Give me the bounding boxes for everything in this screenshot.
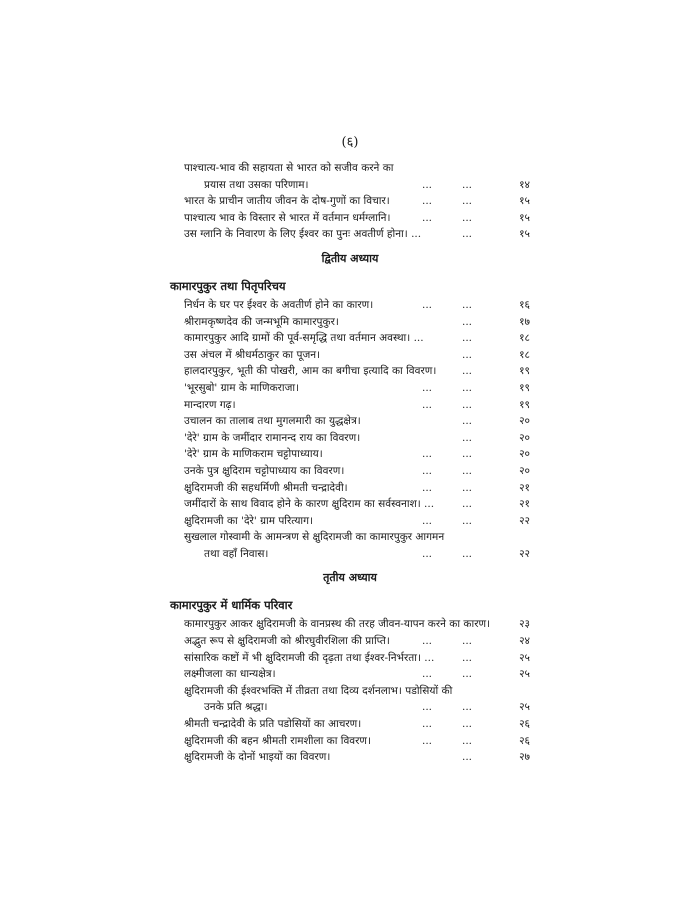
toc-entry: [170, 397, 530, 414]
leader-dots: ...: [462, 398, 473, 411]
entry-text: सांसारिक कष्टों में भी क्षुदिरामजी की दृढ़ता तथा ईश्वर-निर्भरता। ...: [184, 651, 435, 664]
page-ref: २६: [519, 734, 530, 747]
toc-entry: [170, 633, 530, 650]
toc-entry: [170, 463, 530, 480]
leader-dots: ...: [422, 718, 433, 731]
leader-dots: ...: [422, 298, 433, 311]
leader-dots: ...: [422, 481, 433, 494]
entry-text: क्षुदिरामजी की ईश्वरभक्ति में तीव्रता तथा दिव्य दर्शनलाभ। पडोसियों की: [184, 684, 453, 697]
page-ref: १६: [519, 298, 530, 311]
leader-dots: ...: [462, 348, 473, 361]
page-ref: १८: [519, 332, 530, 345]
toc-entry: [170, 699, 530, 716]
toc-entry: [170, 347, 530, 364]
page-ref: १८: [519, 348, 530, 361]
toc-entry: [170, 513, 530, 530]
entry-text: 'भूरसुबो' ग्राम के माणिकराजा।: [184, 381, 300, 394]
page-ref: २५: [519, 651, 530, 664]
leader-dots: ...: [462, 547, 473, 560]
page-ref: २२: [519, 514, 530, 527]
leader-dots: ...: [462, 635, 473, 648]
leader-dots: ...: [462, 651, 473, 664]
entry-text: क्षुदिरामजी के दोनों भाइयों का विवरण।: [184, 751, 331, 764]
leader-dots: ...: [462, 365, 473, 378]
page-ref: २०: [519, 464, 530, 477]
entry-text: पाश्चात्य भाव के विस्तार से भारत में वर्तमान धर्मग्लानि।: [184, 211, 391, 224]
entry-text: क्षुदिरामजी की बहन श्रीमती रामशीला का विवरण।: [184, 734, 372, 747]
entry-text: कामारपुकुर आकर क्षुदिरामजी के वानप्रस्थ की तरह जीवन-यापन करने का कारण।: [184, 618, 491, 631]
entry-text: तथा वहाँ निवास।: [204, 547, 269, 560]
leader-dots: ...: [462, 178, 473, 191]
leader-dots: ...: [462, 298, 473, 311]
page-number: (६): [341, 135, 359, 150]
toc-entry: [170, 297, 530, 314]
toc-entry: [170, 616, 530, 633]
leader-dots: ...: [462, 718, 473, 731]
toc-block-intro: [170, 160, 530, 243]
leader-dots: ...: [422, 381, 433, 394]
toc-entry: [170, 683, 530, 700]
page-ref: १९: [519, 381, 530, 394]
toc-entry: [170, 749, 530, 766]
toc-entry: [170, 430, 530, 447]
section-heading-3: कामारपुकुर में धार्मिक परिवार: [170, 598, 293, 613]
toc-block-chapter-2: [170, 297, 530, 563]
page-ref: २२: [519, 547, 530, 560]
toc-entry: [170, 314, 530, 331]
leader-dots: ...: [462, 498, 473, 511]
leader-dots: ...: [422, 464, 433, 477]
entry-text: प्रयास तथा उसका परिणाम।: [204, 178, 309, 191]
leader-dots: ...: [462, 431, 473, 444]
page-ref: २४: [519, 635, 530, 648]
toc-entry: [170, 193, 530, 210]
leader-dots: ...: [462, 668, 473, 681]
toc-entry: [170, 363, 530, 380]
leader-dots: ...: [422, 178, 433, 191]
page-ref: १९: [519, 365, 530, 378]
page-ref: १४: [519, 178, 530, 191]
page-ref: २३: [519, 618, 530, 631]
leader-dots: ...: [462, 228, 473, 241]
entry-text: जमींदारों के साथ विवाद होने के कारण क्षुदिराम का सर्वस्वनाश। ...: [184, 498, 435, 511]
leader-dots: ...: [462, 448, 473, 461]
entry-text: पाश्चात्य-भाव की सहायता से भारत को सजीव करने का: [184, 162, 394, 174]
page-ref: १५: [519, 228, 530, 241]
toc-entry: [170, 733, 530, 750]
entry-text: सुखलाल गोस्वामी के आमन्त्रण से क्षुदिरामजी का कामारपुकुर आगमन: [184, 531, 445, 544]
page-ref: १५: [519, 211, 530, 224]
entry-text: 'देरे' ग्राम के जमींदार रामानन्द राय का विवरण।: [184, 431, 361, 444]
toc-entry: [170, 413, 530, 430]
page-ref: २०: [519, 448, 530, 461]
toc-entry: [170, 226, 530, 243]
entry-text: उस अंचल में श्रीधर्मठाकुर का पूजन।: [184, 348, 321, 361]
page-ref: १५: [519, 195, 530, 208]
leader-dots: ...: [462, 464, 473, 477]
toc-block-chapter-3: [170, 616, 530, 765]
leader-dots: ...: [462, 195, 473, 208]
leader-dots: ...: [462, 514, 473, 527]
toc-entry: [170, 380, 530, 397]
toc-entry: [170, 160, 530, 177]
table-of-contents: [170, 160, 530, 766]
leader-dots: ...: [462, 381, 473, 394]
leader-dots: ...: [462, 211, 473, 224]
page-ref: २७: [519, 751, 530, 764]
page-ref: २०: [519, 415, 530, 428]
entry-text: उस ग्लानि के निवारण के लिए ईश्वर का पुनः अवतीर्ण होना। ...: [184, 228, 422, 241]
page-ref: १७: [519, 315, 530, 328]
leader-dots: ...: [462, 415, 473, 428]
leader-dots: ...: [422, 701, 433, 714]
leader-dots: ...: [462, 734, 473, 747]
entry-text: उनके पुत्र क्षुदिराम चट्टोपाध्याय का विवरण।: [184, 464, 345, 477]
leader-dots: ...: [422, 668, 433, 681]
entry-text: हालदारपुकुर, भूती की पोखरी, आम का बगीचा इत्यादि का विवरण।: [184, 365, 437, 378]
toc-entry: [170, 496, 530, 513]
section-heading-2: कामारपुकुर तथा पितृपरिचय: [170, 278, 286, 293]
leader-dots: ...: [422, 211, 433, 224]
page-ref: २५: [519, 668, 530, 681]
entry-text: क्षुदिरामजी की सहधर्मिणी श्रीमती चन्द्रादेवी।: [184, 481, 348, 494]
toc-entry: [170, 210, 530, 227]
entry-text: भारत के प्राचीन जातीय जीवन के दोष-गुणों का विचार।: [184, 195, 390, 208]
leader-dots: ...: [462, 332, 473, 345]
entry-text: श्रीरामकृष्णदेव की जन्मभूमि कामारपुकुर।: [184, 315, 339, 328]
leader-dots: ...: [462, 481, 473, 494]
page-ref: २०: [519, 431, 530, 444]
leader-dots: ...: [422, 195, 433, 208]
entry-text: लक्ष्मीजला का धान्यक्षेत्र।: [184, 668, 276, 681]
leader-dots: ...: [462, 701, 473, 714]
toc-entry: [170, 529, 530, 546]
toc-entry: [170, 650, 530, 667]
leader-dots: ...: [422, 734, 433, 747]
entry-text: श्रीमती चन्द्रादेवी के प्रति पडोसियों का आचरण।: [184, 718, 362, 731]
page-ref: १९: [519, 398, 530, 411]
entry-text: अद्भुत रूप से क्षुदिरामजी को श्रीरघुवीरशिला की प्राप्ति।: [184, 635, 390, 648]
entry-text: क्षुदिरामजी का 'देरे' ग्राम परित्याग।: [184, 514, 314, 527]
toc-entry: [170, 716, 530, 733]
chapter-heading-3: तृतीय अध्याय: [323, 571, 377, 585]
toc-entry: [170, 177, 530, 194]
entry-text: उनके प्रति श्रद्धा।: [204, 701, 268, 714]
leader-dots: ...: [422, 635, 433, 648]
entry-text: कामारपुकुर आदि ग्रामों की पूर्व-समृद्धि तथा वर्तमान अवस्था। ...: [184, 332, 424, 345]
toc-entry: [170, 666, 530, 683]
toc-entry: [170, 480, 530, 497]
leader-dots: ...: [462, 315, 473, 328]
chapter-heading-2: द्वितीय अध्याय: [321, 251, 379, 265]
page-ref: २६: [519, 718, 530, 731]
toc-entry: [170, 546, 530, 563]
leader-dots: ...: [422, 547, 433, 560]
toc-entry: [170, 446, 530, 463]
entry-text: मान्दारण गढ़।: [184, 398, 236, 411]
page-ref: २५: [519, 701, 530, 714]
leader-dots: ...: [422, 514, 433, 527]
toc-entry: [170, 330, 530, 347]
leader-dots: ...: [422, 448, 433, 461]
entry-text: उचालन का तालाब तथा मुगलमारी का युद्धक्षेत्र।: [184, 415, 361, 428]
entry-text: निर्धन के घर पर ईश्वर के अवतीर्ण होने का कारण।: [184, 298, 374, 311]
entry-text: 'देरे' ग्राम के माणिकराम चट्टोपाध्याय।: [184, 448, 323, 461]
page-ref: २१: [519, 481, 530, 494]
page-ref: २१: [519, 498, 530, 511]
leader-dots: ...: [422, 398, 433, 411]
leader-dots: ...: [462, 751, 473, 764]
